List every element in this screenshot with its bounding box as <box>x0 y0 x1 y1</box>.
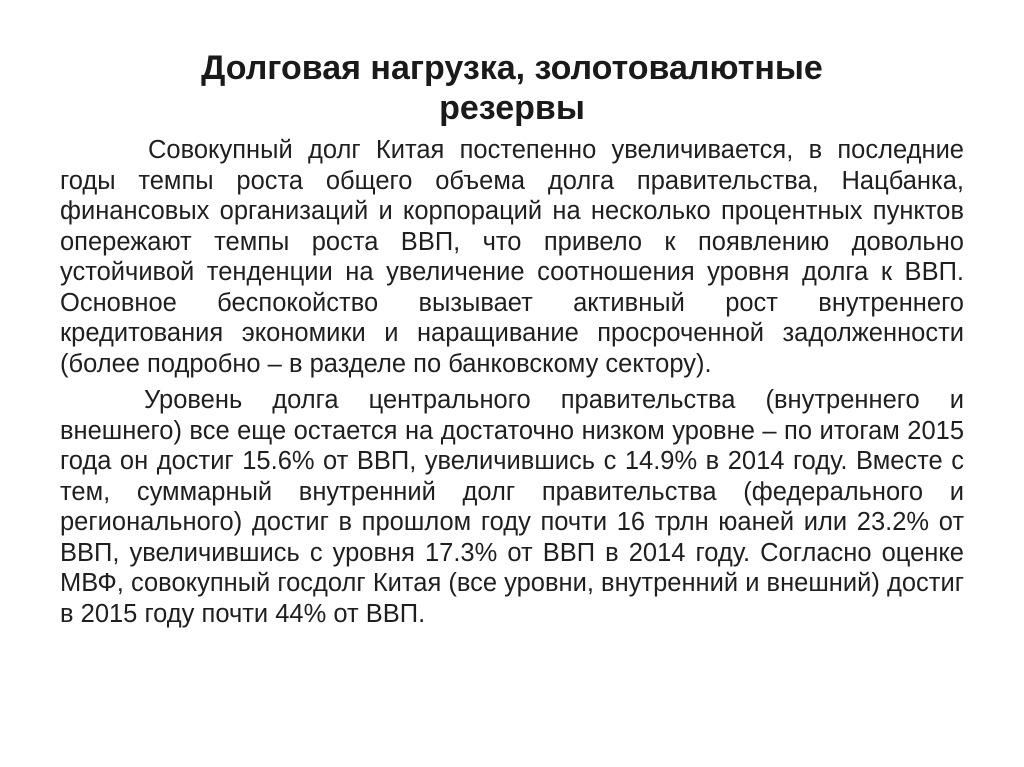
slide-title <box>60 48 964 128</box>
slide-title-line-2: резервы <box>439 89 585 127</box>
paragraph-total-debt: Совокупный долг Китая постепенно увеличивается, в последние годы темпы роста общего объема долга правительства, Нацбанка, финансовых организаций и корпораций на несколько процентных пунктов опережают темпы роста ВВП, что привело к появлению довольно устойчивой тенденции на увеличение соотношения уровня долга к ВВП. Основное беспокойство вызывает активный рост внутреннего кредитования экономики и наращивание просроченной задолженности (более подробно – в разделе по банковскому сектору). <box>60 136 964 378</box>
paragraph-government-debt: Уровень долга центрального правительства (внутреннего и внешнего) все еще остается на достаточно низком уровне – по итогам 2015 года он достиг 15.6% от ВВП, увеличившись с 14.9% в 2014 году. Вместе с тем, суммарный внутренний долг правительства (федерального и регионального) достиг в прошлом году почти 16 трлн юаней или 23.2% от ВВП, увеличившись с уровня 17.3% от ВВП в 2014 году. Согласно оценке МВФ, совокупный госдолг Китая (все уровни, внутренний и внешний) достиг в 2015 году почти 44% от ВВП. <box>60 386 964 628</box>
slide-body <box>60 135 964 634</box>
slide-title-line-1: Долговая нагрузка, золотовалютные <box>201 49 823 87</box>
